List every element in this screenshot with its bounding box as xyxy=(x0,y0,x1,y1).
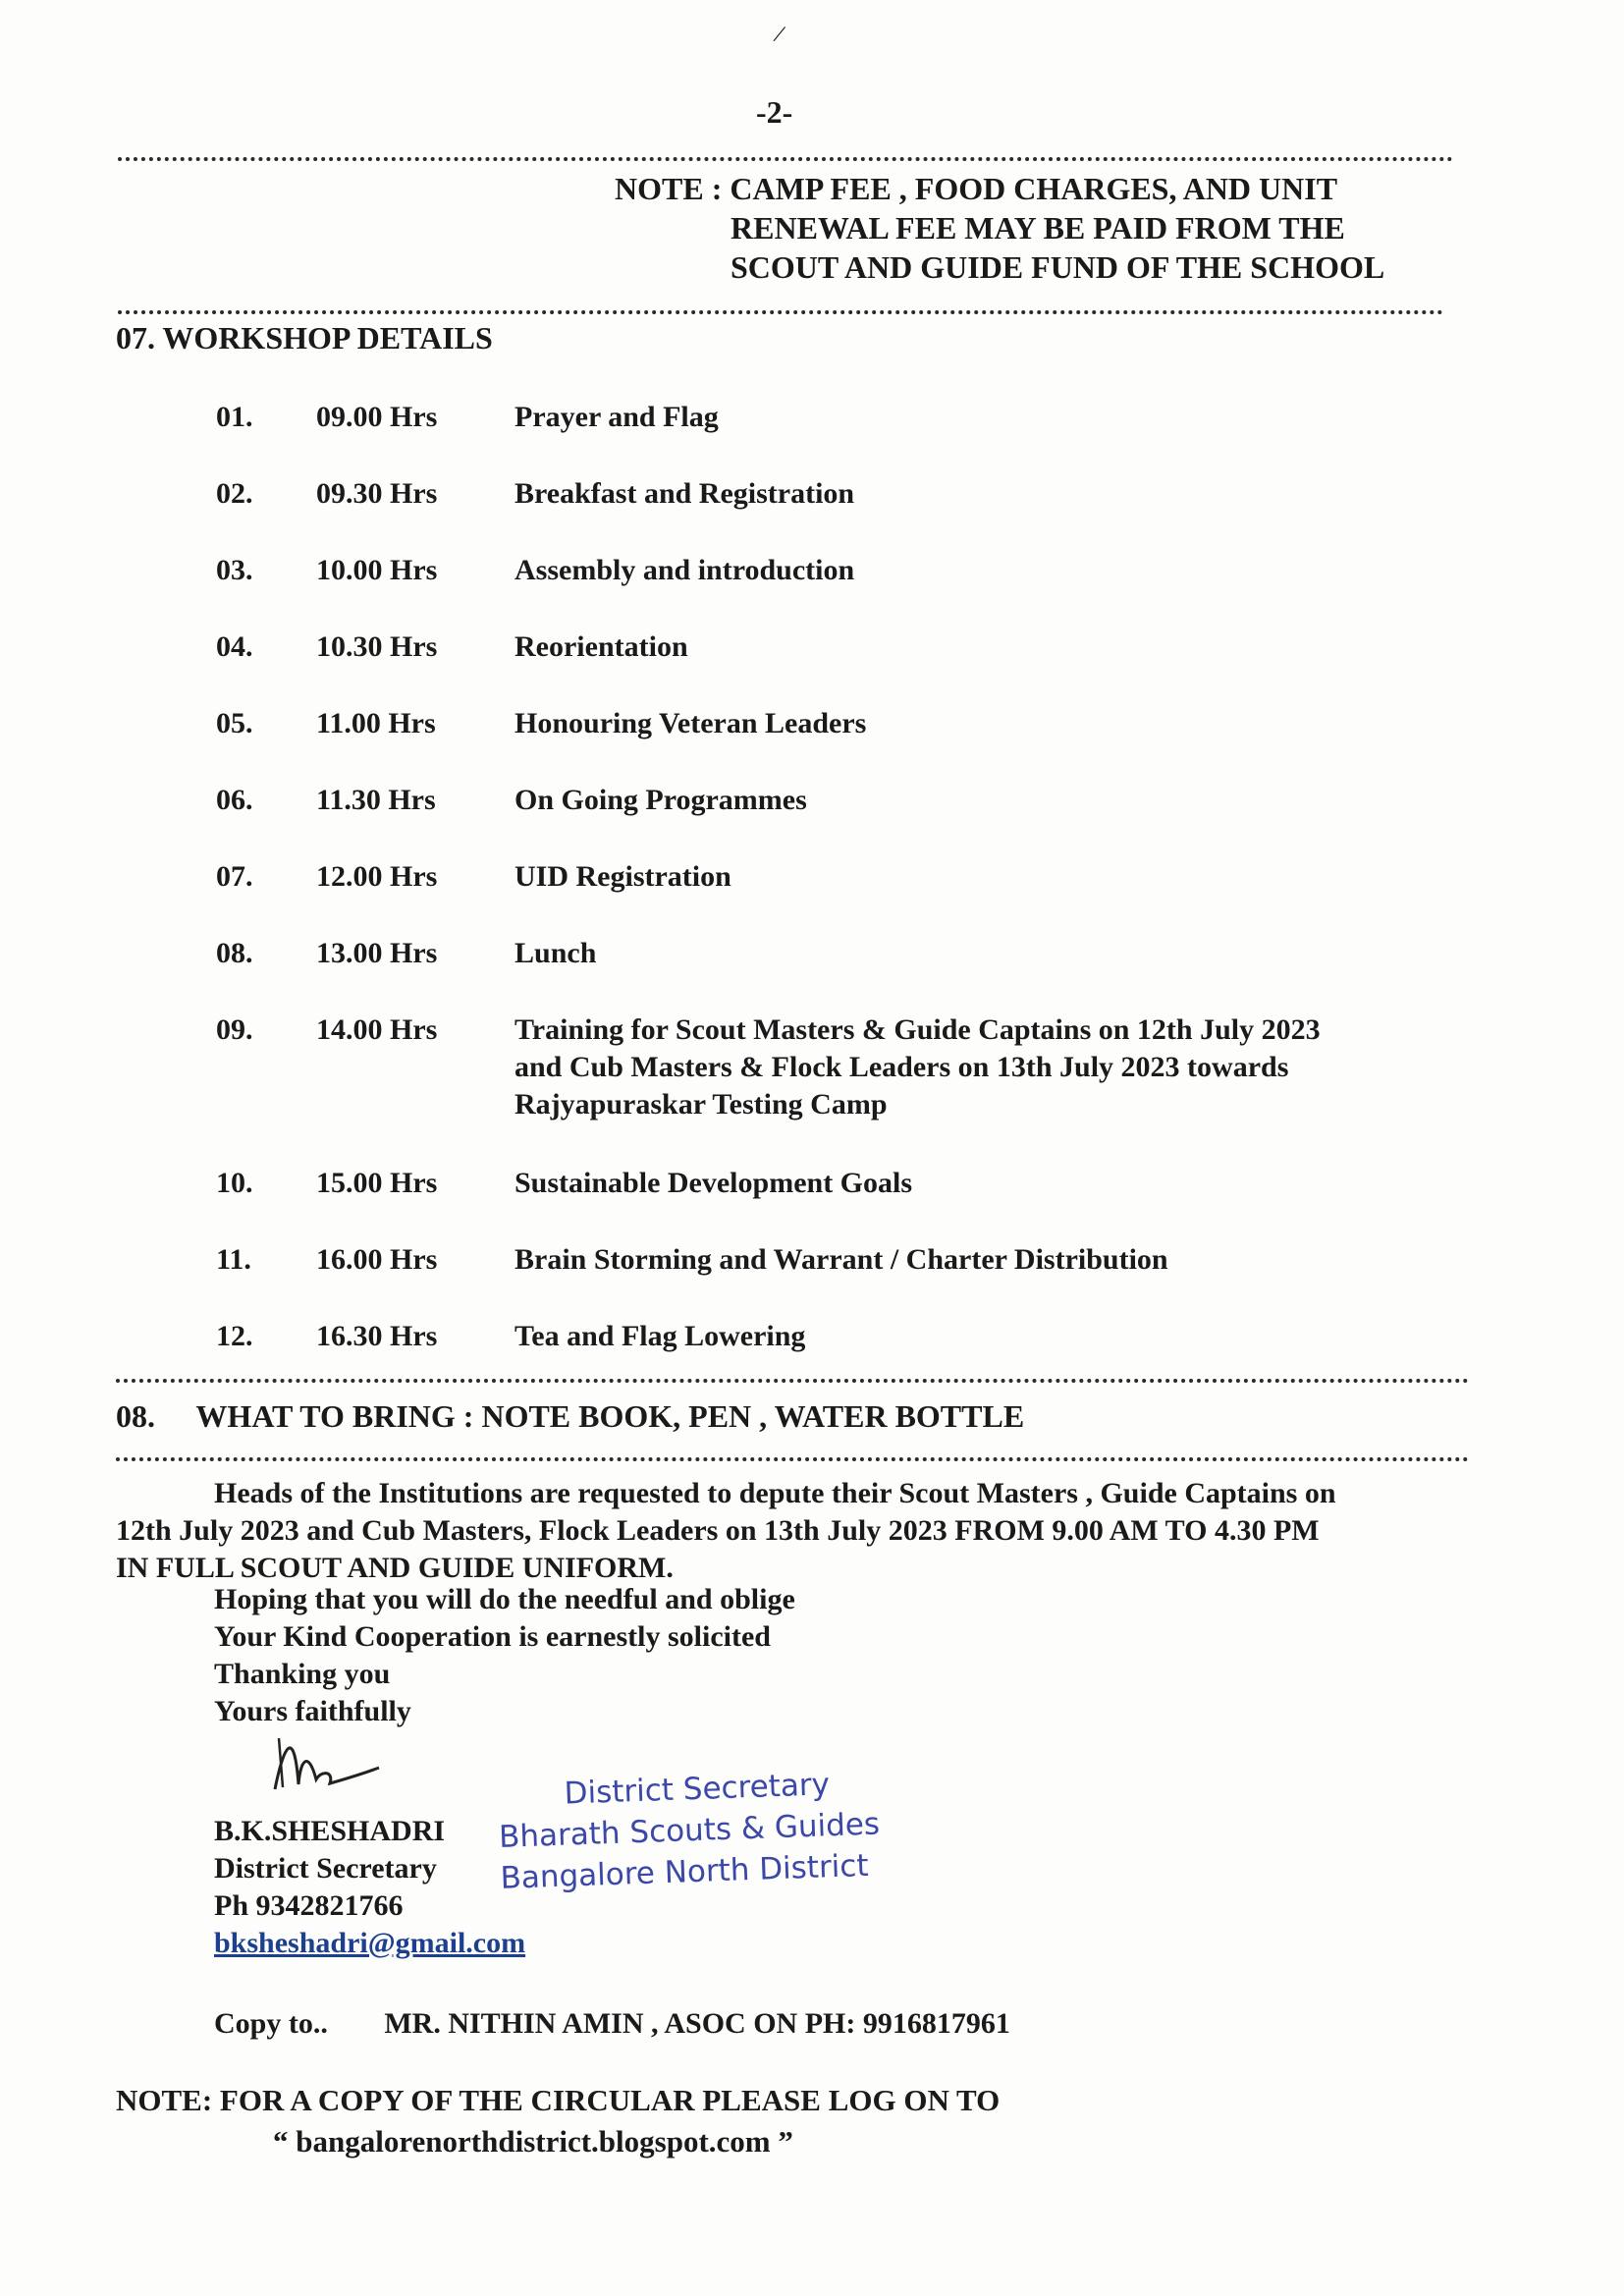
item-time: 10.00 Hrs xyxy=(316,554,438,586)
closing-lines xyxy=(214,1581,795,1730)
camp-note-line: NOTE : CAMP FEE , FOOD CHARGES, AND UNIT xyxy=(615,171,1338,206)
item-time: 14.00 Hrs xyxy=(316,1013,438,1046)
item-activity: Prayer and Flag xyxy=(514,401,719,433)
stamp-line: District Secretary xyxy=(564,1767,831,1812)
item-time: 16.30 Hrs xyxy=(316,1320,438,1352)
copy-to-line xyxy=(214,2007,1010,2041)
item-time: 11.00 Hrs xyxy=(316,707,436,739)
divider xyxy=(116,1379,1469,1383)
item-number: 12. xyxy=(216,1320,253,1352)
item-time: 12.00 Hrs xyxy=(316,860,438,893)
item-time: 09.00 Hrs xyxy=(316,401,438,433)
handwritten-signature xyxy=(265,1730,383,1799)
item-activity: Training for Scout Masters & Guide Captains on 12th July 2023 xyxy=(514,1013,1321,1046)
item-time: 09.30 Hrs xyxy=(316,477,438,510)
page-number: -2- xyxy=(756,94,793,130)
item-activity: Reorientation xyxy=(514,630,688,663)
closing-line: Thanking you xyxy=(214,1658,391,1690)
item-time: 16.00 Hrs xyxy=(316,1243,438,1276)
divider xyxy=(118,157,1453,161)
signatory-block xyxy=(214,1813,525,1962)
item-number: 05. xyxy=(216,707,253,739)
section-label: WHAT TO BRING xyxy=(195,1398,456,1434)
item-activity: Tea and Flag Lowering xyxy=(514,1320,806,1352)
item-number: 11. xyxy=(216,1243,251,1276)
item-number: 09. xyxy=(216,1013,253,1046)
copy-to-recipient: MR. NITHIN AMIN , ASOC ON PH: 9916817961 xyxy=(384,2007,1010,2040)
closing-line: Your Kind Cooperation is earnestly solicited xyxy=(214,1620,771,1653)
item-number: 02. xyxy=(216,477,253,510)
official-stamp xyxy=(497,1762,882,1898)
signatory-title: District Secretary xyxy=(214,1852,437,1885)
blog-url: “ bangalorenorthdistrict.blogspot.com ” xyxy=(273,2124,793,2159)
footer-note xyxy=(116,2080,1000,2162)
item-time: 10.30 Hrs xyxy=(316,630,438,663)
item-number: 10. xyxy=(216,1167,253,1199)
item-number: 04. xyxy=(216,630,253,663)
request-paragraph xyxy=(116,1475,1336,1587)
item-activity: Honouring Veteran Leaders xyxy=(514,707,867,739)
what-to-bring xyxy=(116,1398,1024,1435)
item-number: 07. xyxy=(216,860,253,893)
top-pen-mark: / xyxy=(771,19,788,49)
item-activity: Assembly and introduction xyxy=(514,554,855,586)
signatory-phone: Ph 9342821766 xyxy=(214,1889,404,1922)
item-activity-cont: and Cub Masters & Flock Leaders on 13th July 2023 towards xyxy=(514,1051,1289,1083)
divider xyxy=(118,310,1443,314)
closing-line: Hoping that you will do the needful and oblige xyxy=(214,1583,795,1615)
item-number: 08. xyxy=(216,937,253,969)
bring-items: : NOTE BOOK, PEN , WATER BOTTLE xyxy=(462,1398,1025,1434)
request-line: IN FULL SCOUT AND GUIDE UNIFORM. xyxy=(116,1552,674,1584)
stamp-line: Bangalore North District xyxy=(500,1847,870,1896)
item-activity: On Going Programmes xyxy=(514,784,807,816)
copy-to-label: Copy to.. xyxy=(214,2007,328,2040)
workshop-heading: 07. WORKSHOP DETAILS xyxy=(116,320,493,355)
item-time: 13.00 Hrs xyxy=(316,937,438,969)
item-activity: Breakfast and Registration xyxy=(514,477,855,510)
closing-line: Yours faithfully xyxy=(214,1695,411,1727)
item-number: 01. xyxy=(216,401,253,433)
stamp-line: Bharath Scouts & Guides xyxy=(498,1806,881,1855)
item-activity: Sustainable Development Goals xyxy=(514,1167,913,1199)
item-time: 11.30 Hrs xyxy=(316,784,436,816)
signatory-email-link[interactable]: bksheshadri@gmail.com xyxy=(214,1927,526,1959)
divider xyxy=(116,1457,1469,1461)
item-activity: Brain Storming and Warrant / Charter Distribution xyxy=(514,1243,1168,1276)
request-line: 12th July 2023 and Cub Masters, Flock Leaders on 13th July 2023 FROM 9.00 AM TO 4.30 PM xyxy=(116,1514,1320,1547)
item-time: 15.00 Hrs xyxy=(316,1167,438,1199)
item-activity: UID Registration xyxy=(514,860,731,893)
camp-note-line: SCOUT AND GUIDE FUND OF THE SCHOOL xyxy=(731,249,1385,285)
footer-note-line: NOTE: FOR A COPY OF THE CIRCULAR PLEASE LOG ON TO xyxy=(116,2083,1001,2117)
item-activity: Lunch xyxy=(514,937,597,969)
signatory-name: B.K.SHESHADRI xyxy=(214,1815,446,1847)
camp-note-line: RENEWAL FEE MAY BE PAID FROM THE xyxy=(731,210,1345,246)
section-number: 08. xyxy=(116,1398,155,1434)
item-number: 06. xyxy=(216,784,253,816)
camp-fee-note xyxy=(615,169,1384,287)
request-line: Heads of the Institutions are requested to depute their Scout Masters , Guide Captains on xyxy=(214,1477,1336,1509)
item-activity-cont: Rajyapuraskar Testing Camp xyxy=(514,1088,888,1121)
item-number: 03. xyxy=(216,554,253,586)
